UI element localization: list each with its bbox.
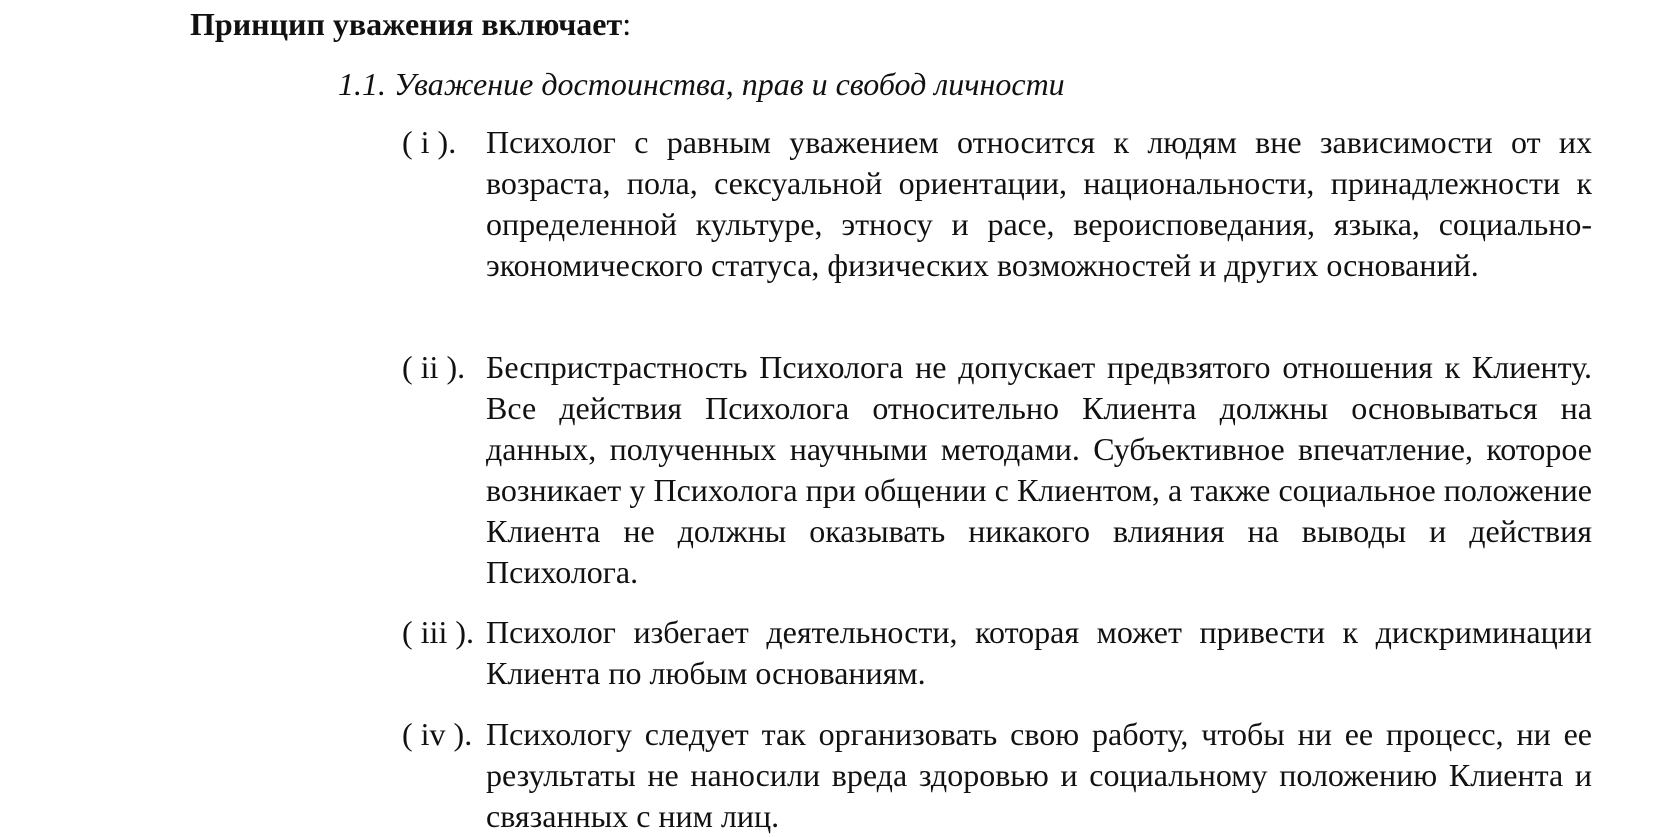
list-item-text: Психологу следует так организовать свою работу, чтобы ни ее процесс, ни ее результаты не наносили вреда здоровью и социальному положению Клиента и связанных с ним лиц. (486, 716, 1592, 834)
list-item-number: ( ii ). (402, 349, 466, 385)
list-item-number: ( i ). (402, 124, 457, 160)
list-item-number: ( iii ). (402, 614, 474, 650)
section-heading-colon: : (622, 6, 632, 42)
list-item (402, 714, 1592, 837)
subsection-heading: 1.1. Уважение достоинства, прав и свобод личности (338, 66, 1065, 102)
list-item-text: Психолог с равным уважением относится к людям вне зависимости от их возраста, пола, сексуальной ориентации, национальности, принадлежности к определенной культуре, этносу и расе, вероисповедания, языка, социально-экономического статуса, физических возможностей и других оснований. (486, 124, 1592, 283)
list-item (402, 612, 1592, 694)
list-item-text: Беспристрастность Психолога не допускает предвзятого отношения к Клиенту. Все действия Психолога относительно Клиента должны основываться на данных, полученных научными методами. Субъективное впечатление, которое возникает у Психолога при общении с Клиентом, а также социальное положение Клиента не должны оказывать никакого влияния на выводы и действия Психолога. (486, 349, 1592, 590)
list-item-text: Психолог избегает деятельности, которая может привести к дискриминации Клиента по любым основаниям. (486, 614, 1592, 691)
list-item (402, 347, 1592, 593)
list-item (402, 122, 1592, 286)
list-item-number: ( iv ). (402, 716, 473, 752)
section-heading-title: Принцип уважения включает (190, 6, 623, 42)
section-heading (190, 0, 631, 48)
